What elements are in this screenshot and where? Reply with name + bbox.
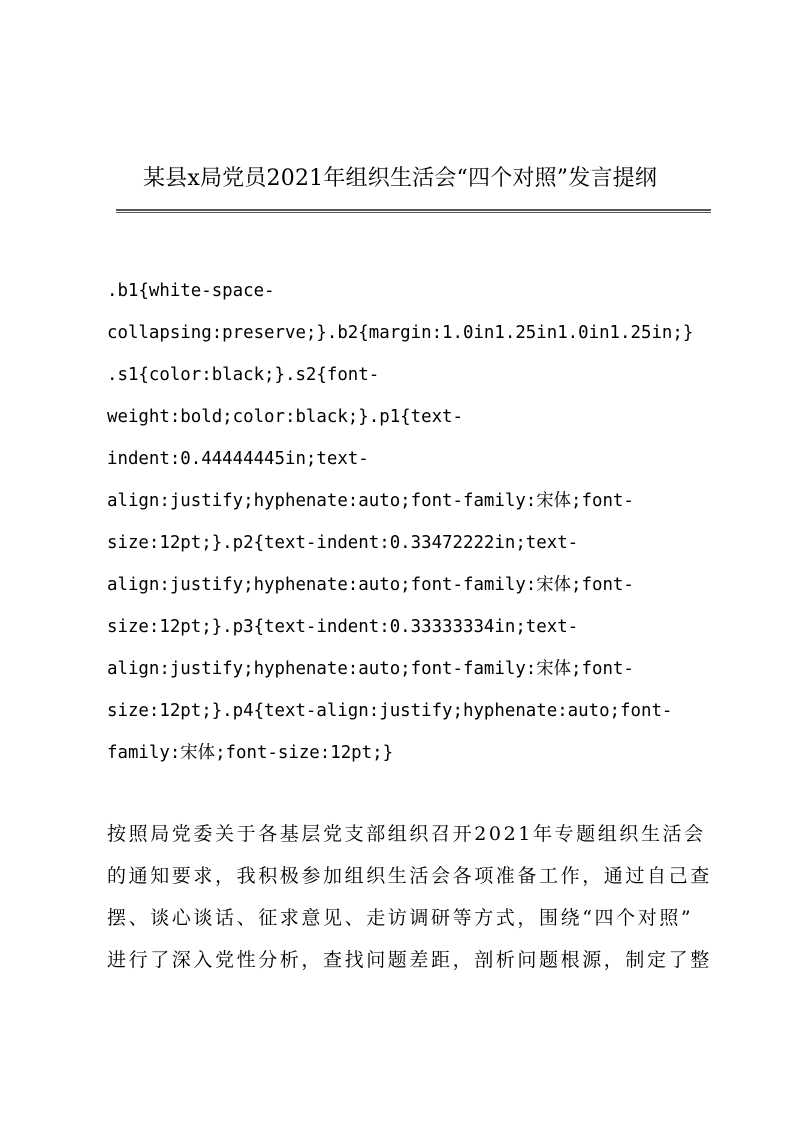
body-paragraph: [107, 813, 717, 981]
css-code-line: .s1{color:black;}.s2{font-: [107, 365, 380, 385]
css-code-line: indent:0.44444445in;text-: [107, 449, 369, 469]
css-code-block: [107, 270, 727, 774]
css-code-line: align:justify;hyphenate:auto;font-family:宋体;font-: [107, 575, 634, 595]
css-code-line: .b1{white-space-: [107, 281, 275, 301]
title-divider: [116, 209, 711, 213]
paragraph-line: 按照局党委关于各基层党支部组织召开2021年专题组织生活会: [107, 823, 706, 845]
css-code-line: align:justify;hyphenate:auto;font-family:宋体;font-: [107, 491, 634, 511]
paragraph-line: 摆、谈心谈话、征求意见、走访调研等方式，围绕“四个对照”: [107, 907, 694, 929]
css-code-line: size:12pt;}.p3{text-indent:0.33333334in;text-: [107, 617, 579, 637]
css-code-line: family:宋体;font-size:12pt;}: [107, 743, 394, 763]
css-code-line: weight:bold;color:black;}.p1{text-: [107, 407, 463, 427]
css-code-line: collapsing:preserve;}.b2{margin:1.0in1.25in1.0in1.25in;}: [107, 323, 694, 343]
css-code-line: size:12pt;}.p4{text-align:justify;hyphenate:auto;font-: [107, 701, 673, 721]
paragraph-line: 的通知要求，我积极参加组织生活会各项准备工作，通过自己查: [107, 865, 712, 887]
css-code-line: size:12pt;}.p2{text-indent:0.33472222in;text-: [107, 533, 579, 553]
paragraph-line: 进行了深入党性分析，查找问题差距，剖析问题根源，制定了整: [107, 949, 712, 971]
css-code-line: align:justify;hyphenate:auto;font-family:宋体;font-: [107, 659, 634, 679]
document-title: 某县x局党员2021年组织生活会“四个对照”发言提纲: [142, 166, 658, 191]
